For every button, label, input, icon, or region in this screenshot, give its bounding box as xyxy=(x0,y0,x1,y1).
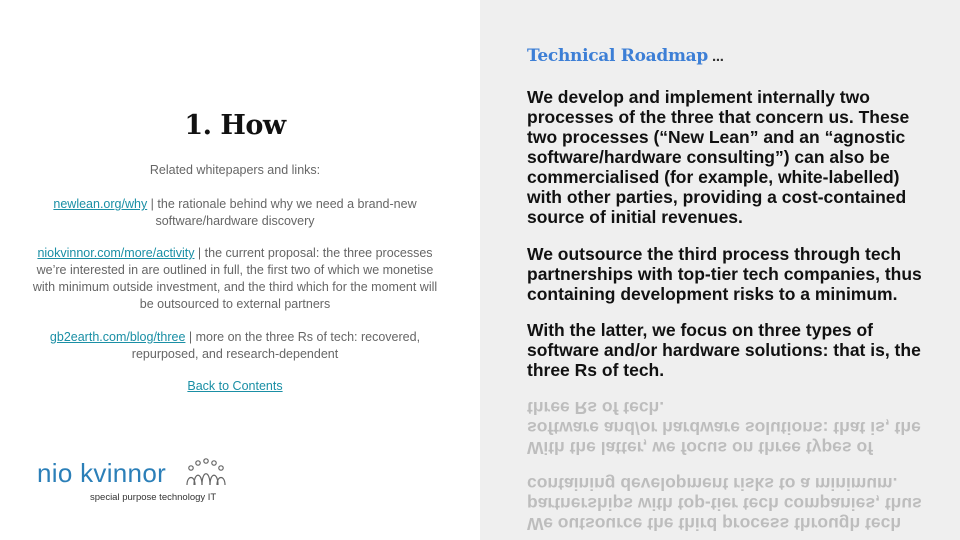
niokvinnor-description: | the current proposal: the three processes we’re interested in are outlined in full, the first two of which we monetise with minimum outside investment, and the third which for the moment will be outsourced to external partners xyxy=(32,246,438,311)
right-panel xyxy=(480,0,960,540)
people-icon xyxy=(185,458,227,486)
newlean-description: | the rationale behind why we need a brand-new software/hardware discovery xyxy=(147,197,417,228)
link-item-gb2earth xyxy=(25,329,445,363)
slide-title: 1. How xyxy=(184,110,286,141)
back-to-contents-row xyxy=(25,378,445,395)
reflection-paragraph-2: We outsource the third process through tech partnerships with top-tier tech companies, thus containing development risks to a minimum. xyxy=(527,474,922,534)
newlean-link[interactable]: newlean.org/why xyxy=(53,197,148,211)
link-item-niokvinnor xyxy=(25,245,445,313)
roadmap-heading-text: Technical Roadmap xyxy=(527,46,708,66)
reflection-content xyxy=(527,382,927,534)
link-item-newlean xyxy=(25,196,445,230)
roadmap-heading xyxy=(527,46,724,66)
roadmap-paragraph-1: We develop and implement internally two processes of the three that concern us. These two processes (“New Lean” and an “agnostic software/hardware consulting”) can also be commercialised (for example, white-labelled) with other parties, providing a cost-contained source of initial revenues. xyxy=(527,87,910,227)
logo-name: nio kvinnor xyxy=(37,458,167,488)
roadmap-paragraph-2: We outsource the third process through tech partnerships with top-tier tech companies, thus containing development risks to a minimum. xyxy=(527,244,922,304)
text-reflection xyxy=(527,382,927,540)
gb2earth-description: | more on the three Rs of tech: recovered, repurposed, and research-dependent xyxy=(131,330,421,361)
back-to-contents-link[interactable]: Back to Contents xyxy=(187,379,283,393)
related-links-subtitle: Related whitepapers and links: xyxy=(149,163,321,177)
reflection-paragraph-3: With the latter, we focus on three types of software and/or hardware solutions: that is, the three Rs of tech. xyxy=(527,398,921,458)
logo-tagline: special purpose technology IT xyxy=(90,492,217,503)
roadmap-paragraph-3: With the latter, we focus on three types of software and/or hardware solutions: that is, the three Rs of tech. xyxy=(527,320,921,380)
gb2earth-link[interactable]: gb2earth.com/blog/three xyxy=(49,330,186,344)
roadmap-heading-ellipsis: ... xyxy=(711,48,724,65)
niokvinnor-link[interactable]: niokvinnor.com/more/activity xyxy=(37,246,195,260)
company-logo xyxy=(37,458,237,508)
